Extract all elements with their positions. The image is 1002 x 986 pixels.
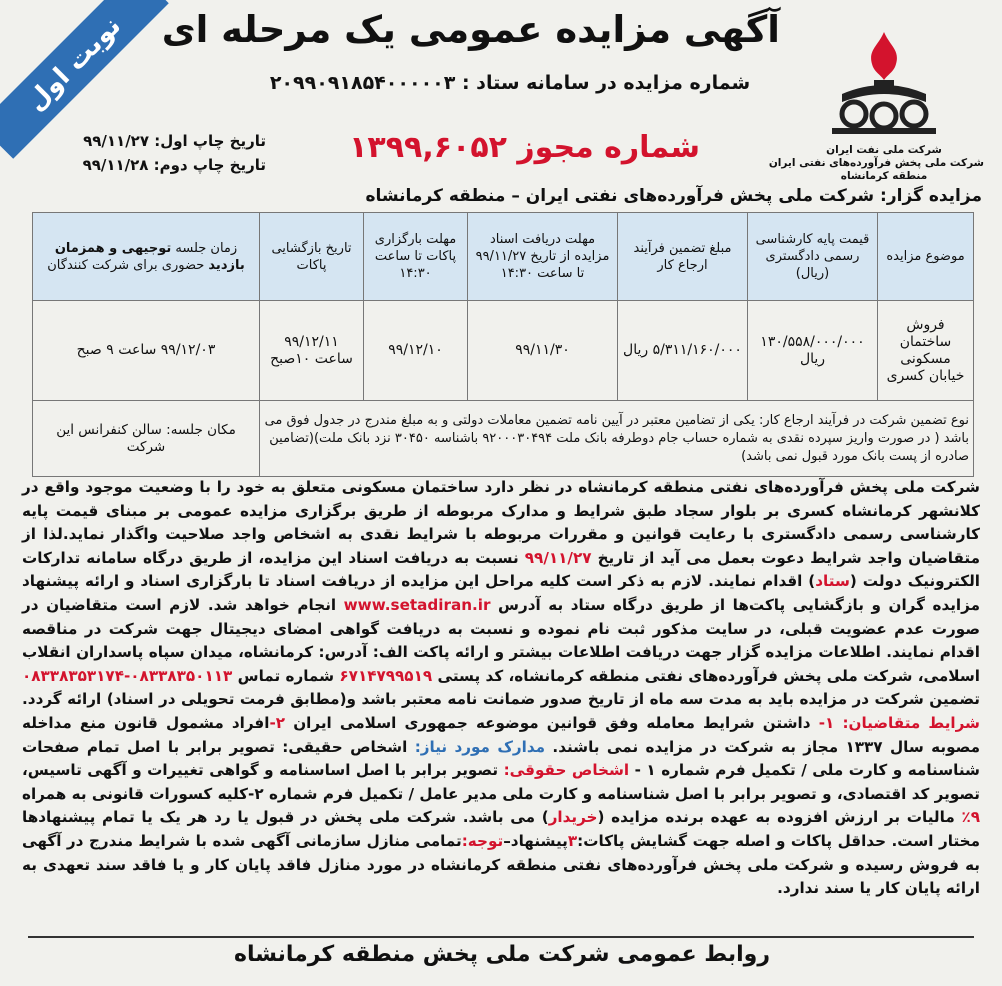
- col-base-price: قیمت پایه کارشناسی رسمی دادگستری (ریال): [748, 213, 878, 301]
- body-part-6: تضمین شرکت در مزایده باید به مدت سه ماه از تاریخ صدور ضمانت نامه معتبر باشد و(مطابق فرمت تحویلی در اسناد) ارائه گردد.: [22, 690, 980, 709]
- body-part-11: ) می باشد. شرکت ملی پخش در قبول یا رد هر یک یا تمام پیشنهادها مختار است. حداقل پاکات و اصله جهت گشایش پاکات:: [22, 808, 980, 850]
- logo-caption-1: شرکت ملی نفت ایران: [826, 144, 942, 156]
- postal-code: ۶۷۱۴۷۹۹۵۱۹: [339, 666, 433, 685]
- conditions-label: شرایط متقاضیان: ۱-: [818, 713, 980, 732]
- notice-body: [22, 476, 980, 901]
- auction-table: [32, 212, 974, 477]
- start-date: ۹۹/۱۱/۲۷: [524, 548, 592, 567]
- body-part-13: تمامی منازل سازمانی آگهی شده با شرایط مندرج در آگهی به فروش رسیده و شرکت ملی پخش فرآورده‌های نفتی منطقه کرمانشاه در مورد منازل فاقد پایان کار و یا فاقد سند تعهدی به ارائه پایان کار یا سند ندارد.: [22, 831, 980, 898]
- public-relations-footer: روابط عمومی شرکت ملی پخش منطقه کرمانشاه: [233, 942, 770, 967]
- col-docs-deadline: مهلت دریافت اسناد مزایده از تاریخ ۹۹/۱۱/۲۷ تا ساعت ۱۴:۳۰: [468, 213, 618, 301]
- cell-subject: فروش ساختمان مسکونی خیابان کسری: [878, 301, 974, 401]
- col-guarantee: مبلغ تضمین فرآیند ارجاع کار: [618, 213, 748, 301]
- body-part-4: انجام خواهد شد. لازم است متقاضیان در صورت عدم عضویت قبلی، در سایت مذکور ثبت نام نموده و نسبت به دریافت گواهی امضای دیجیتال جهت شرکت در مناقصه اقدام نمایند. اطلاعات مزایده گزار جهت دریافت اطلاعات بیشتر و ارائه پاکت الف: آدرس: کرمانشاه، میدان سپاه پاسداران انقلاب اسلامی، شرکت ملی پخش فرآورده‌های نفتی منطقه کرمانشاه، کد پستی: [22, 595, 980, 685]
- body-part-5: شماره تماس: [237, 666, 335, 685]
- meeting-header-bold: توجیهی و همزمان بازدید: [54, 240, 245, 273]
- guarantee-note: نوع تضمین شرکت در فرآیند ارجاع کار: یکی از تضامین معتبر در آیین نامه تضمین معاملات دولتی و به مبلغ مندرج در جدول فوق می باشد ( در صورت واریز سپرده نقدی به شماره حساب جام دوطرفه بانک ملت ۹۲۰۰۰۳۰۴۹۴ باشناسه ۳۰۴۵۰ نزد بانک ملت)(تضامین صادره از پست بانک مورد قبول نمی باشد): [260, 401, 974, 477]
- permit-number: شماره مجوز ۱۳۹۹,۶۰۵۲: [349, 130, 700, 165]
- col-opening-date: تاریخ بازگشایی پاکات: [260, 213, 364, 301]
- first-print-date: تاریخ چاپ اول: ۹۹/۱۱/۲۷: [83, 132, 266, 150]
- phone-numbers: ۰۸۳۳۸۳۵۰۱۱۳-۰۸۳۳۸۳۵۳۱۷۴: [22, 666, 233, 685]
- footer-divider: [28, 936, 974, 938]
- cell-guarantee: ۵/۳۱۱/۱۶۰/۰۰۰ ریال: [618, 301, 748, 401]
- company-logo: [768, 28, 984, 183]
- col-subject: موضوع مزایده: [878, 213, 974, 301]
- notice-title: آگهی مزایده عمومی یک مرحله ای: [161, 8, 780, 51]
- setad-website-link[interactable]: www.setadiran.ir: [343, 595, 491, 614]
- buyer-label: خریدار: [548, 808, 598, 827]
- vat-rate: ۹٪: [961, 808, 980, 827]
- body-part-8: اشخاص حقیقی: تصویر برابر با اصل تمام صفحات شناسنامه و کارت ملی / تکمیل فرم شماره ۱ -: [22, 737, 980, 780]
- auction-number: شماره مزایده در سامانه ستاد : ۲۰۹۹۰۹۱۸۵۴۰۰۰۰۰۳: [269, 72, 751, 94]
- first-print-ribbon: نوبت اول: [0, 0, 169, 159]
- logo-caption-2: شرکت ملی پخش فرآورده‌های نفتی ایران: [768, 157, 984, 169]
- col-upload-deadline: مهلت بارگزاری پاکات تا ساعت ۱۴:۳۰: [364, 213, 468, 301]
- legal-persons-label: اشخاص حقوقی:: [503, 761, 630, 780]
- body-part-7: داشتن شرایط معامله وفق قوانین موضوعه جمهوری اسلامی ایران: [293, 713, 811, 732]
- setad-label: ستاد: [815, 572, 850, 591]
- body-part-1: شرکت ملی پخش فرآورده‌های نفتی منطقه کرمانشاه در نظر دارد ساختمان مسکونی متعلق به خود را با وضعیت موجود واقع در کلانشهر کرمانشاه کسری بر بلوار سجاد طبق شرایط و مدارک مربوطه از طریق برگزاری مزایده عمومی بر مبنای قیمت پایه کارشناسی رسمی دادگستری با رعایت قوانین و مقررات مربوطه با شرایط نقدی به اشخاص واجد صلاحیت واگذار نماید.لذا از متقاضیان واجد شرایط دعوت بعمل می آید از تاریخ: [22, 478, 980, 567]
- table-row: [33, 301, 974, 401]
- organizer: مزایده گزار: شرکت ملی پخش فرآورده‌های نفتی ایران – منطقه کرمانشاه: [365, 186, 982, 206]
- body-part-12: پیشنهاد–: [503, 831, 568, 850]
- cell-base-price: ۱۳۰/۵۵۸/۰۰۰/۰۰۰ ریال: [748, 301, 878, 401]
- meeting-place: مکان جلسه: سالن کنفرانس این شرکت: [33, 401, 260, 477]
- meeting-header-prefix: زمان جلسه: [175, 240, 238, 256]
- meeting-header-suffix: حضوری برای شرکت کنندگان: [47, 257, 205, 273]
- min-bids: ۳: [567, 831, 578, 850]
- body-part-9: تصویر برابر با اصل اساسنامه و گواهی تغییرات و آگهی تاسیس، تصویر کد اقتصادی، و تصویر برابر با اصل شناسنامه و کارت ملی مدیر عامل / تکمیل فرم شماره ۲-کلیه کسورات قانونی به همراه: [22, 761, 981, 803]
- body-part-3: ) اقدام نمایند. لازم به ذکر است کلیه مراحل این مزایده از دریافت اسناد تا بارگزاری اسناد و ارائه پیشنهاد مزایده گران و بازگشایی پاکت‌ها از طریق درگاه ستاد به آدرس: [22, 572, 980, 614]
- condition-2-number: ۲-: [269, 713, 286, 732]
- table-header-row: [33, 213, 974, 301]
- required-docs-label: مدارک مورد نیاز:: [414, 737, 546, 756]
- second-print-date: تاریخ چاپ دوم: ۹۹/۱۱/۲۸: [82, 156, 266, 174]
- body-part-7c: افراد مشمول قانون منع مداخله مصوبه سال ۱۳۳۷ مجاز به شرکت در مزایده نمی باشند.: [22, 713, 980, 756]
- cell-meeting-time: ۹۹/۱۲/۰۳ ساعت ۹ صبح: [33, 301, 260, 401]
- body-part-10: مالیات بر ارزش افزوده به عهده برنده مزایده (: [597, 808, 955, 827]
- cell-opening-date: ۹۹/۱۲/۱۱ ساعت ۱۰صبح: [260, 301, 364, 401]
- body-part-2: نسبت به دریافت اسناد این مزایده، از طریق درگاه سامانه تدارکات الکترونیک دولت (: [22, 548, 981, 591]
- table-note-row: [33, 401, 974, 477]
- col-meeting-time: [33, 213, 260, 301]
- cell-upload-deadline: ۹۹/۱۲/۱۰: [364, 301, 468, 401]
- note-label: توجه:: [461, 831, 504, 850]
- nioc-flame-logo-icon: [824, 28, 944, 140]
- logo-caption-3: منطقه کرمانشاه: [840, 170, 928, 182]
- cell-docs-deadline: ۹۹/۱۱/۳۰: [468, 301, 618, 401]
